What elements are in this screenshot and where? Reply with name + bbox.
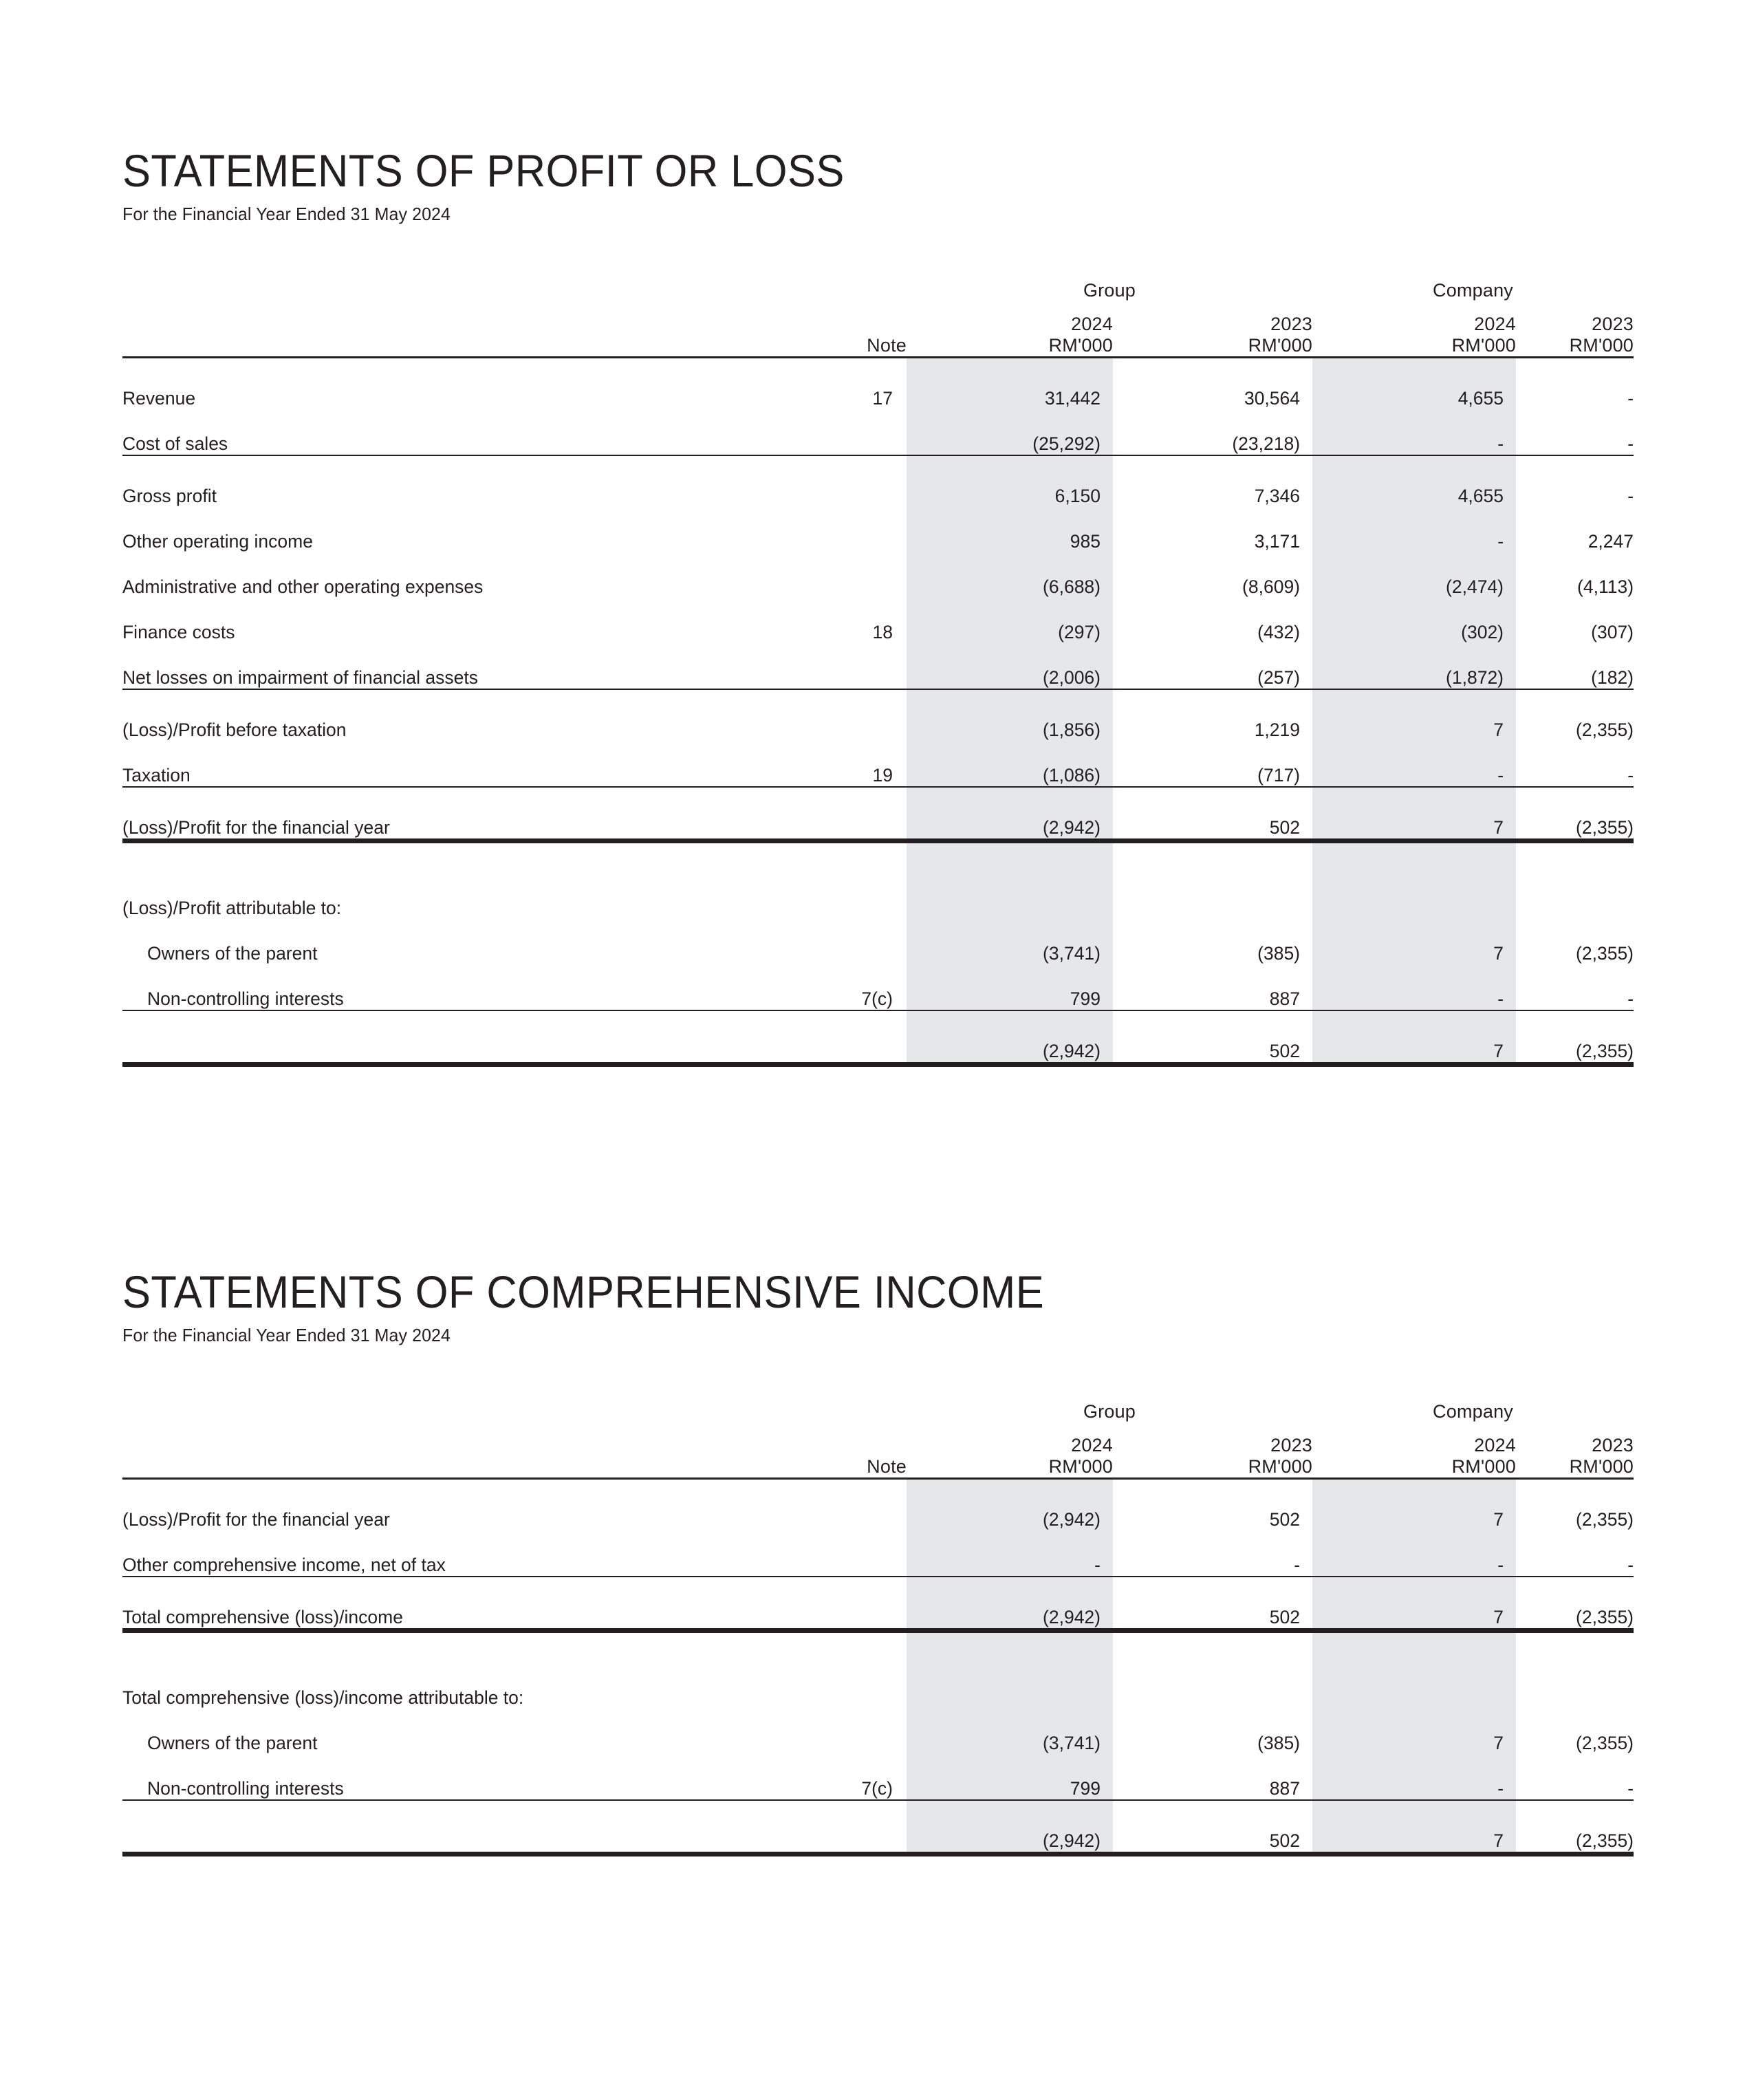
column-header-group-2024-year-2: 2024 [1071,1435,1113,1456]
column-header-note: Note [867,335,907,356]
row-note: 18 [872,622,893,643]
row-label: Non-controlling interests [122,1754,817,1800]
header-spacer-cell [122,301,1634,314]
table-total-row [122,1010,1634,1065]
row-company-2023: (182) [1516,643,1634,689]
header-row-year-2 [122,1435,1634,1456]
table-row [122,741,1634,787]
column-header-company-2023-unit: RM'000 [1569,335,1634,356]
row-note [817,643,907,689]
column-header-group-2023-unit: RM'000 [1248,335,1313,356]
row-company-2024: 7 [1312,1010,1516,1065]
table-row [122,455,1634,507]
profit-or-loss-table [122,280,1634,1067]
column-header-group-2023-year-2: 2023 [1270,1435,1313,1456]
row-group-2023: (23,218) [1113,409,1312,455]
row-label: Taxation [122,741,817,787]
row-group-2023: (385) [1257,1733,1301,1754]
row-company-2024: 4,655 [1312,455,1516,507]
row-company-2024: 7 [1312,787,1516,841]
row-group-2024: - [907,1530,1113,1577]
table-row [122,507,1634,552]
column-header-company-2023-year-2: 2023 [1592,1435,1634,1456]
row-company-2024: 7 [1312,1479,1516,1531]
row-company-2024: - [1312,409,1516,455]
row-label: Gross profit [122,486,217,507]
row-note: 7(c) [817,964,907,1010]
row-label: Administrative and other operating expenses [122,576,484,598]
row-note: 19 [817,741,907,787]
column-header-group-2024-unit: RM'000 [1048,335,1113,356]
row-label [122,1800,817,1854]
row-note [817,455,907,507]
row-group-2024: (2,942) [907,1479,1113,1531]
column-header-company-2023-year: 2023 [1592,314,1634,335]
row-company-2023 [1516,874,1634,919]
row-label [122,1010,817,1065]
column-header-company-2024-unit: RM'000 [1451,335,1517,356]
row-label: (Loss)/Profit before taxation [122,719,347,741]
row-company-2023: (2,355) [1516,1479,1634,1531]
row-group-2024: 31,442 [907,358,1113,410]
row-company-2024: 4,655 [1312,358,1516,410]
row-company-2024: - [1312,1530,1516,1577]
row-note: 17 [817,358,907,410]
table-row [122,598,1634,643]
column-header-note-2: Note [867,1456,907,1477]
row-note [817,1800,907,1854]
row-group-2024: 6,150 [907,455,1113,507]
table-row [122,964,1634,1010]
row-group-2024: 799 [907,964,1113,1010]
header-blank-note-2 [817,314,907,335]
header-row-entity [122,280,1634,301]
row-note [817,787,907,841]
table-row [122,358,1634,410]
row-company-2024 [1312,1663,1516,1709]
row-note: 7(c) [817,1754,907,1800]
table-row [122,919,1634,964]
column-header-company-2023-unit-2: RM'000 [1569,1456,1634,1477]
column-header-group-2023-unit-2: RM'000 [1248,1456,1313,1477]
column-header-group-2023-year: 2023 [1270,314,1313,335]
comprehensive-income-table [122,1401,1634,1857]
gap-cell-company-2023 [1516,841,1634,874]
row-label: Owners of the parent [147,1733,318,1754]
row-group-2023: 502 [1113,1010,1312,1065]
page-subtitle-2: For the Financial Year Ended 31 May 2024 [122,1325,451,1346]
row-group-2024: (297) [907,598,1113,643]
table-row [122,552,1634,598]
header-blank-d [817,1435,907,1456]
gap-cell-company-2024 [1312,841,1516,874]
row-label: Other operating income [122,531,313,552]
row-company-2023: - [1516,964,1634,1010]
page-subtitle: For the Financial Year Ended 31 May 2024 [122,204,451,225]
row-note [817,689,907,741]
header-row-year [122,314,1634,335]
row-label: (Loss)/Profit attributable to: [122,898,342,919]
header-spacer-row-2 [122,1422,1634,1435]
row-group-2024: (3,741) [907,1709,1113,1754]
row-company-2023: (4,113) [1577,576,1634,598]
row-group-2023: 887 [1113,1754,1312,1800]
column-header-company-2024-year-2: 2024 [1474,1435,1517,1456]
gap-cell-group-2024 [907,841,1113,874]
row-company-2023 [1516,1663,1634,1709]
row-group-2023: 502 [1113,1800,1312,1854]
row-group-2024: 799 [907,1754,1113,1800]
header-blank-c [122,1435,817,1456]
row-company-2023: - [1627,486,1634,507]
header-blank-b [817,1401,907,1422]
table-row [122,409,1634,455]
row-group-2024: (1,856) [907,689,1113,741]
gap-cell-label [122,841,817,874]
header-blank-note [817,280,907,301]
row-note [817,1479,907,1531]
header-spacer-cell-2 [122,1422,1634,1435]
row-group-2024: (6,688) [907,552,1113,598]
row-note [817,874,907,919]
row-label: Total comprehensive (loss)/income [122,1577,817,1631]
row-company-2023: - [1516,741,1634,787]
row-group-2024: (2,942) [907,1800,1113,1854]
row-company-2024: - [1312,741,1516,787]
row-group-2023 [1113,1663,1312,1709]
gap-cell-group-2023-2 [1113,1631,1312,1664]
row-company-2024: - [1312,1754,1516,1800]
row-group-2024 [907,1663,1113,1709]
row-group-2024: 985 [907,507,1113,552]
gap-cell-note [817,841,907,874]
row-label: Finance costs [122,622,235,643]
section-statements-of-profit-or-loss [122,145,1634,1067]
row-group-2024: (3,741) [907,919,1113,964]
row-company-2024: 7 [1312,1577,1516,1631]
row-label: Total comprehensive (loss)/income attributable to: [122,1687,524,1709]
row-group-2023: 502 [1113,1577,1312,1631]
gap-cell-label-2 [122,1631,817,1664]
row-company-2023: (2,355) [1516,787,1634,841]
table-body [122,358,1634,1065]
gap-cell-company-2023-2 [1516,1631,1634,1664]
header-blank-2 [122,314,817,335]
row-company-2024: 7 [1312,1800,1516,1854]
header-blank-a [122,1401,817,1422]
gap-cell-group-2024-2 [907,1631,1113,1664]
row-note [817,1663,907,1709]
row-group-2023: 7,346 [1254,486,1301,507]
row-company-2023: - [1516,1530,1634,1577]
table-row [122,874,1634,919]
row-company-2024: (2,474) [1312,552,1516,598]
gap-cell-company-2024-2 [1312,1631,1516,1664]
row-group-2023: 502 [1113,1479,1312,1531]
row-note [817,919,907,964]
column-group-header-company: Company [1433,280,1513,301]
row-label: (Loss)/Profit for the financial year [122,787,817,841]
table-header [122,280,1634,358]
column-group-header-company-2: Company [1433,1401,1513,1422]
section-statements-of-comprehensive-income [122,1266,1634,1857]
row-group-2024: (2,006) [907,643,1113,689]
row-company-2023: (2,355) [1576,1733,1634,1754]
header-row-unit [122,335,1634,358]
row-company-2023: (307) [1591,622,1634,643]
row-group-2024: (2,942) [907,1577,1113,1631]
table-gap-row [122,841,1634,874]
row-group-2023: 3,171 [1254,531,1301,552]
column-group-header-group-2: Group [1083,1401,1136,1422]
row-company-2024: (302) [1312,598,1516,643]
column-group-header-group: Group [1083,280,1136,301]
row-group-2024: (2,942) [907,787,1113,841]
column-header-company-2024-unit-2: RM'000 [1451,1456,1517,1477]
table-header-2 [122,1401,1634,1479]
row-group-2023: (717) [1113,741,1312,787]
gap-cell-group-2023 [1113,841,1312,874]
row-label: Other comprehensive income, net of tax [122,1530,817,1577]
header-row-unit-2 [122,1456,1634,1479]
column-header-company-2024-year: 2024 [1474,314,1517,335]
header-row-entity-2 [122,1401,1634,1422]
row-label: Net losses on impairment of financial assets [122,643,817,689]
header-spacer-row [122,301,1634,314]
row-label: (Loss)/Profit for the financial year [122,1479,817,1531]
row-group-2023: 30,564 [1113,358,1312,410]
header-blank [122,280,817,301]
table-row [122,1663,1634,1709]
table-total-row-2 [122,1800,1634,1854]
row-group-2023: 502 [1113,787,1312,841]
table-row [122,1530,1634,1577]
row-group-2023 [1113,874,1312,919]
row-note [817,1709,907,1754]
row-company-2024: - [1312,964,1516,1010]
row-company-2023: - [1516,409,1634,455]
table-row [122,1479,1634,1531]
table-row [122,1709,1634,1754]
row-company-2023: 2,247 [1587,531,1634,552]
row-group-2024: (2,942) [907,1010,1113,1065]
row-company-2023: - [1516,1754,1634,1800]
row-group-2023: (432) [1257,622,1301,643]
table-row [122,1754,1634,1800]
row-group-2023: (257) [1113,643,1312,689]
column-header-group-2024-unit-2: RM'000 [1048,1456,1113,1477]
row-label: Owners of the parent [147,943,318,964]
row-group-2023: 1,219 [1254,719,1301,741]
row-company-2024: 7 [1312,689,1516,741]
row-group-2024 [907,874,1113,919]
table-row [122,787,1634,841]
column-header-group-2024-year: 2024 [1071,314,1113,335]
row-company-2023: (2,355) [1576,943,1634,964]
row-company-2023: (2,355) [1516,1010,1634,1065]
page-title-2: STATEMENTS OF COMPREHENSIVE INCOME [122,1266,1045,1317]
row-company-2023: (2,355) [1576,719,1634,741]
row-company-2023: - [1516,358,1634,410]
row-company-2023: (2,355) [1516,1577,1634,1631]
row-company-2023: (2,355) [1516,1800,1634,1854]
row-group-2023: (8,609) [1242,576,1301,598]
row-note [817,1010,907,1065]
row-company-2024: (1,872) [1312,643,1516,689]
row-group-2023: 887 [1113,964,1312,1010]
gap-cell-note-2 [817,1631,907,1664]
page-title: STATEMENTS OF PROFIT OR LOSS [122,145,845,196]
row-label: Cost of sales [122,409,817,455]
row-label: Revenue [122,358,817,410]
table-gap-row-2 [122,1631,1634,1664]
row-note [817,507,907,552]
row-group-2023: - [1113,1530,1312,1577]
row-label: Non-controlling interests [122,964,817,1010]
row-group-2023: (385) [1257,943,1301,964]
row-company-2024: 7 [1312,919,1516,964]
header-blank-e [122,1456,817,1479]
table-body-2 [122,1479,1634,1854]
header-blank-3 [122,335,817,358]
row-note [817,1577,907,1631]
row-note [817,552,907,598]
row-company-2024: - [1312,507,1516,552]
row-group-2024: (1,086) [907,741,1113,787]
table-row [122,689,1634,741]
row-company-2024: 7 [1312,1709,1516,1754]
table-row [122,643,1634,689]
row-note [817,1530,907,1577]
row-note [817,409,907,455]
row-company-2024 [1312,874,1516,919]
row-group-2024: (25,292) [907,409,1113,455]
table-row [122,1577,1634,1631]
